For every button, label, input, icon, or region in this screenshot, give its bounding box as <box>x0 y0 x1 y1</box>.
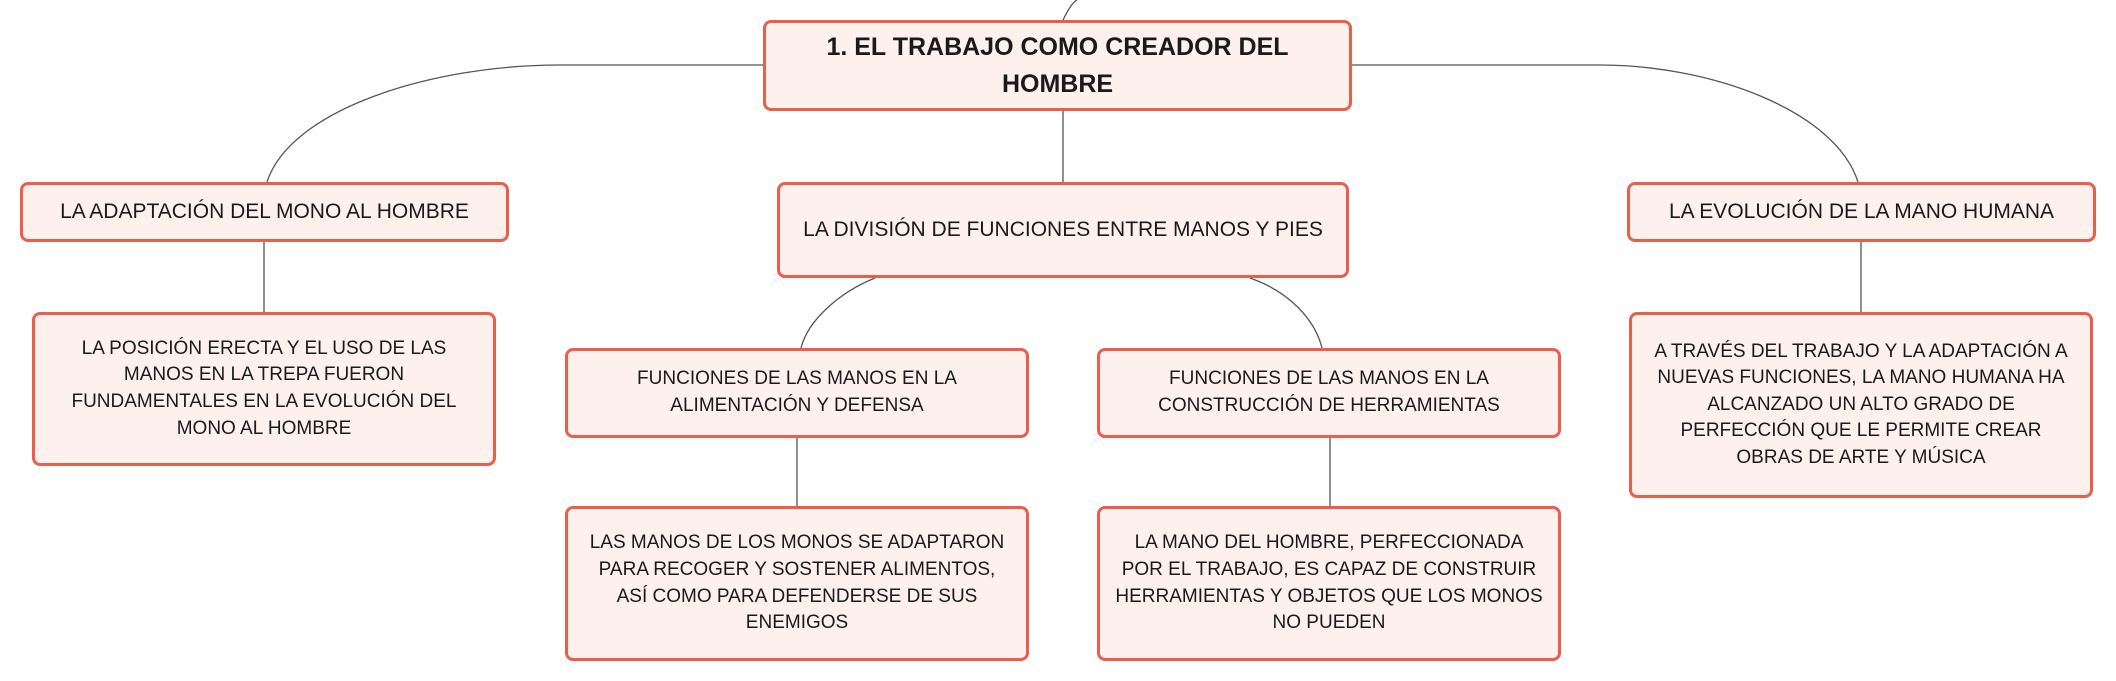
node-adaptacion-mono[interactable] <box>20 182 509 242</box>
node-mano-hombre[interactable] <box>1097 506 1561 661</box>
node-funciones-herramientas[interactable] <box>1097 348 1561 438</box>
node-manos-monos-label: LAS MANOS DE LOS MONOS SE ADAPTARON PARA RECOGER Y SOSTENER ALIMENTOS, ASÍ COMO PARA DEFENDERSE DE SUS ENEMIGOS <box>589 532 1005 634</box>
node-mano-humana-arte[interactable] <box>1629 312 2093 498</box>
node-posicion-erecta[interactable] <box>32 312 496 466</box>
node-adaptacion-mono-label: LA ADAPTACIÓN DEL MONO AL HOMBRE <box>60 200 469 224</box>
connector-root-right <box>1352 65 1858 182</box>
node-evolucion-mano-label: LA EVOLUCIÓN DE LA MANO HUMANA <box>1668 200 2055 224</box>
root-node-label: 1. EL TRABAJO COMO CREADOR DEL HOMBRE <box>826 33 1289 98</box>
node-funciones-alimentacion[interactable] <box>565 348 1029 438</box>
connector-center-subright <box>1250 278 1322 348</box>
node-division-funciones-label: LA DIVISIÓN DE FUNCIONES ENTRE MANOS Y PIES <box>803 218 1323 242</box>
node-posicion-erecta-label: LA POSICIÓN ERECTA Y EL USO DE LAS MANOS EN LA TREPA FUERON FUNDAMENTALES EN LA EVOLUCIÓN DEL MONO AL HOMBRE <box>71 337 457 439</box>
connector-center-subleft <box>801 278 875 348</box>
node-funciones-herramientas-label: FUNCIONES DE LAS MANOS EN LA CONSTRUCCIÓN DE HERRAMIENTAS <box>1158 368 1500 416</box>
node-funciones-alimentacion-label: FUNCIONES DE LAS MANOS EN LA ALIMENTACIÓN Y DEFENSA <box>637 368 957 416</box>
node-mano-hombre-label: LA MANO DEL HOMBRE, PERFECCIONADA POR EL TRABAJO, ES CAPAZ DE CONSTRUIR HERRAMIENTAS Y OBJETOS QUE LOS MONOS NO PUEDEN <box>1115 532 1543 634</box>
connector-to-parent <box>1063 0 1077 20</box>
node-mano-humana-arte-label: A TRAVÉS DEL TRABAJO Y LA ADAPTACIÓN A NUEVAS FUNCIONES, LA MANO HUMANA HA ALCANZADO UN ALTO GRADO DE PERFECCIÓN QUE LE PERMITE CREAR OBRAS DE ARTE Y MÚSICA <box>1654 340 2068 468</box>
root-node[interactable] <box>763 20 1352 111</box>
node-division-funciones[interactable] <box>777 182 1349 278</box>
connector-root-left <box>267 65 763 182</box>
node-evolucion-mano[interactable] <box>1627 182 2096 242</box>
node-manos-monos[interactable] <box>565 506 1029 661</box>
